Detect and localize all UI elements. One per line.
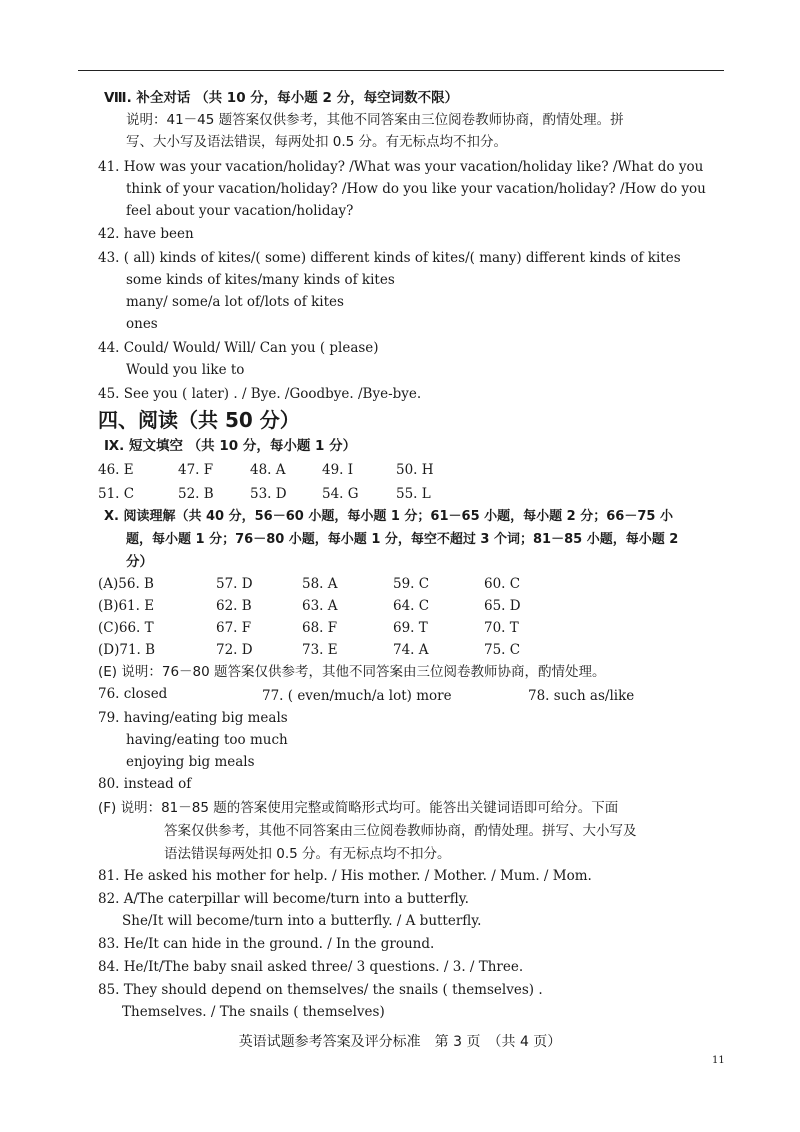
- answer-63: 63. A: [302, 598, 338, 614]
- answer-77: 77. ( even/much/a lot) more: [262, 688, 452, 704]
- answer-45: 45. See you ( later) . / Bye. /Goodbye. /Bye-bye.: [98, 386, 422, 402]
- answer-79-alt2: enjoying big meals: [126, 754, 255, 770]
- answer-64: 64. C: [393, 598, 430, 614]
- answer-52: 52. B: [178, 486, 214, 502]
- answer-43-alt2: many/ some/a lot of/lots of kites: [126, 294, 344, 310]
- answer-55: 55. L: [396, 486, 431, 502]
- answer-66: (C)66. T: [98, 620, 154, 636]
- section-f-note: (F) 说明：81－85 题的答案使用完整或简略形式均可。能答出关键词语即可给分。下面: [98, 800, 619, 816]
- answer-62: 62. B: [216, 598, 252, 614]
- answer-68: 68. F: [302, 620, 338, 636]
- answer-53: 53. D: [250, 486, 287, 502]
- answer-47: 47. F: [178, 462, 214, 478]
- section-f-note-cont: 答案仅供参考，其他不同答案由三位阅卷教师协商，酌情处理。拼写、大小写及: [164, 823, 637, 839]
- section-10-title: Ⅹ. 阅读理解（共 40 分，56－60 小题，每小题 1 分；61－65 小题，每小题 2 分；66－75 小: [104, 509, 673, 524]
- answer-54: 54. G: [322, 486, 359, 502]
- answer-83: 83. He/It can hide in the ground. / In the ground.: [98, 936, 435, 952]
- answer-41-cont: think of your vacation/holiday? /How do you like your vacation/holiday? /How do you: [126, 181, 706, 197]
- answer-58: 58. A: [302, 576, 338, 592]
- answer-82-alt: She/It will become/turn into a butterfly. / A butterfly.: [122, 913, 482, 929]
- answer-65: 65. D: [484, 598, 521, 614]
- section-10-title-cont2: 分）: [126, 554, 153, 570]
- part-4-title: 四、阅读（共 50 分）: [98, 408, 300, 432]
- section-e-note: (E) 说明：76－80 题答案仅供参考，其他不同答案由三位阅卷教师协商，酌情处理。: [98, 664, 606, 680]
- section-10-title-cont: 题，每小题 1 分；76－80 小题，每小题 1 分，每空不超过 3 个词；81－85 小题，每小题 2: [126, 532, 679, 547]
- section-8-title: Ⅷ. 补全对话 （共 10 分，每小题 2 分，每空词数不限）: [104, 90, 459, 106]
- answer-41-cont2: feel about your vacation/holiday?: [126, 203, 354, 219]
- section-f-note-cont2: 语法错误每两处扣 0.5 分。有无标点均不扣分。: [164, 846, 451, 862]
- page-footer: 英语试题参考答案及评分标准 第 3 页 （共 4 页）: [238, 1034, 562, 1050]
- answer-60: 60. C: [484, 576, 521, 592]
- answer-51: 51. C: [98, 486, 135, 502]
- answer-80: 80. instead of: [98, 776, 192, 792]
- section-9-title: Ⅸ. 短文填空 （共 10 分，每小题 1 分）: [104, 438, 357, 454]
- answer-42: 42. have been: [98, 226, 194, 242]
- answer-85: 85. They should depend on themselves/ the snails ( themselves) .: [98, 982, 543, 998]
- answer-50: 50. H: [396, 462, 434, 478]
- answer-43: 43. ( all) kinds of kites/( some) different kinds of kites/( many) different kinds of kites: [98, 250, 681, 266]
- answer-59: 59. C: [393, 576, 430, 592]
- answer-70: 70. T: [484, 620, 519, 636]
- answer-69: 69. T: [393, 620, 428, 636]
- answer-71: (D)71. B: [98, 642, 156, 658]
- answer-78: 78. such as/like: [528, 688, 635, 704]
- answer-48: 48. A: [250, 462, 286, 478]
- answer-56: (A)56. B: [98, 576, 154, 592]
- answer-74: 74. A: [393, 642, 429, 658]
- answer-41: 41. How was your vacation/holiday? /What was your vacation/holiday like? /What do you: [98, 159, 704, 175]
- answer-76: 76. closed: [98, 686, 168, 702]
- answer-82: 82. A/The caterpillar will become/turn into a butterfly.: [98, 891, 469, 907]
- answer-61: (B)61. E: [98, 598, 155, 614]
- answer-79-alt1: having/eating too much: [126, 732, 288, 748]
- answer-46: 46. E: [98, 462, 134, 478]
- answer-73: 73. E: [302, 642, 338, 658]
- answer-43-alt1: some kinds of kites/many kinds of kites: [126, 272, 395, 288]
- answer-43-alt3: ones: [126, 316, 158, 332]
- answer-75: 75. C: [484, 642, 521, 658]
- answer-57: 57. D: [216, 576, 253, 592]
- answer-49: 49. I: [322, 462, 354, 478]
- section-8-note: 说明：41－45 题答案仅供参考，其他不同答案由三位阅卷教师协商，酌情处理。拼: [126, 112, 624, 128]
- header-rule: [78, 70, 724, 71]
- answer-81: 81. He asked his mother for help. / His mother. / Mother. / Mum. / Mom.: [98, 868, 592, 884]
- answer-67: 67. F: [216, 620, 252, 636]
- answer-84: 84. He/It/The baby snail asked three/ 3 questions. / 3. / Three.: [98, 959, 524, 975]
- section-8-note-cont: 写、大小写及语法错误，每两处扣 0.5 分。有无标点均不扣分。: [126, 134, 508, 150]
- answer-79: 79. having/eating big meals: [98, 710, 288, 726]
- answer-85-alt: Themselves. / The snails ( themselves): [122, 1004, 385, 1020]
- answer-72: 72. D: [216, 642, 253, 658]
- answer-44: 44. Could/ Would/ Will/ Can you ( please): [98, 340, 379, 356]
- answer-44-alt: Would you like to: [126, 362, 245, 378]
- page-number: 11: [712, 1055, 725, 1066]
